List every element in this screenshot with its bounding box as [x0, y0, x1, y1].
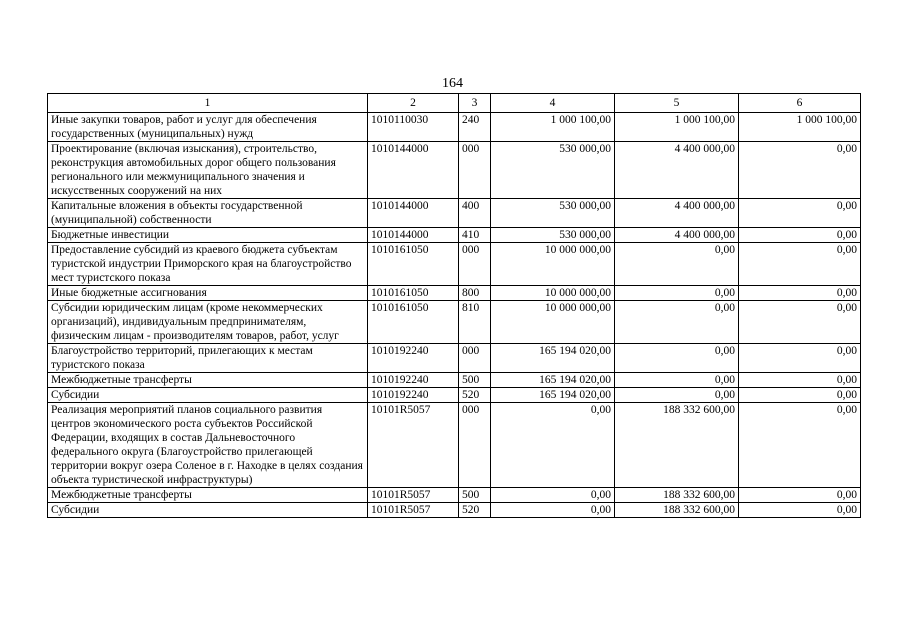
- table-row: [48, 199, 861, 228]
- row-amount-4: 165 194 020,00: [491, 388, 615, 403]
- table-row: [48, 228, 861, 243]
- row-amount-6: 0,00: [739, 503, 861, 518]
- row-amount-5: 4 400 000,00: [615, 199, 739, 228]
- row-amount-5: 4 400 000,00: [615, 228, 739, 243]
- row-amount-5: 188 332 600,00: [615, 403, 739, 488]
- row-amount-6: 0,00: [739, 199, 861, 228]
- row-amount-4: 10 000 000,00: [491, 286, 615, 301]
- column-header: 6: [739, 94, 861, 113]
- row-amount-4: 10 000 000,00: [491, 301, 615, 344]
- row-amount-6: 0,00: [739, 228, 861, 243]
- row-name: Субсидии: [48, 503, 368, 518]
- row-amount-5: 0,00: [615, 388, 739, 403]
- row-code: 10101R5057: [368, 503, 459, 518]
- table-row: [48, 344, 861, 373]
- table-row: [48, 388, 861, 403]
- row-name: Иные закупки товаров, работ и услуг для обеспечения государственных (муниципальных) нужд: [48, 113, 368, 142]
- row-name: Субсидии юридическим лицам (кроме некоммерческих организаций), индивидуальным предпринимателям, физическим лицам - производителям товаров, работ, услуг: [48, 301, 368, 344]
- row-amount-6: 0,00: [739, 373, 861, 388]
- row-expense-type: 000: [459, 403, 491, 488]
- row-expense-type: 000: [459, 142, 491, 199]
- row-amount-5: 188 332 600,00: [615, 503, 739, 518]
- row-amount-5: 0,00: [615, 344, 739, 373]
- row-code: 10101R5057: [368, 403, 459, 488]
- row-code: 1010161050: [368, 243, 459, 286]
- row-amount-4: 530 000,00: [491, 199, 615, 228]
- table-row: [48, 488, 861, 503]
- row-expense-type: 500: [459, 488, 491, 503]
- table-row: [48, 403, 861, 488]
- row-amount-5: 0,00: [615, 243, 739, 286]
- row-expense-type: 410: [459, 228, 491, 243]
- row-amount-6: 0,00: [739, 344, 861, 373]
- row-amount-4: 165 194 020,00: [491, 344, 615, 373]
- row-amount-6: 0,00: [739, 488, 861, 503]
- row-code: 1010192240: [368, 388, 459, 403]
- row-name: Реализация мероприятий планов социального развития центров экономического роста субъектов Российской Федерации, входящих в состав Дальневосточного федерального округа (Благоустройство прилегающей территории вокруг озера Соленое в г. Находке в целях создания объекта туристической инфраструктуры): [48, 403, 368, 488]
- row-amount-5: 0,00: [615, 301, 739, 344]
- row-amount-5: 0,00: [615, 373, 739, 388]
- row-expense-type: 810: [459, 301, 491, 344]
- row-expense-type: 000: [459, 344, 491, 373]
- column-header: 5: [615, 94, 739, 113]
- table-row: [48, 243, 861, 286]
- row-amount-4: 1 000 100,00: [491, 113, 615, 142]
- row-code: 1010110030: [368, 113, 459, 142]
- row-amount-6: 1 000 100,00: [739, 113, 861, 142]
- table-row: [48, 113, 861, 142]
- table-row: [48, 301, 861, 344]
- row-amount-5: 188 332 600,00: [615, 488, 739, 503]
- column-header: 4: [491, 94, 615, 113]
- row-amount-6: 0,00: [739, 286, 861, 301]
- budget-table: [47, 93, 861, 518]
- table-row: [48, 373, 861, 388]
- row-amount-6: 0,00: [739, 142, 861, 199]
- row-amount-6: 0,00: [739, 403, 861, 488]
- row-name: Проектирование (включая изыскания), строительство, реконструкция автомобильных дорог общего пользования регионального или межмуниципального значения и искусственных сооружений на них: [48, 142, 368, 199]
- row-expense-type: 500: [459, 373, 491, 388]
- column-header: 1: [48, 94, 368, 113]
- column-header: 3: [459, 94, 491, 113]
- row-amount-5: 4 400 000,00: [615, 142, 739, 199]
- row-name: Бюджетные инвестиции: [48, 228, 368, 243]
- row-name: Предоставление субсидий из краевого бюджета субъектам туристской индустрии Приморского края на благоустройство мест туристского показа: [48, 243, 368, 286]
- row-amount-4: 0,00: [491, 488, 615, 503]
- row-code: 1010192240: [368, 344, 459, 373]
- row-amount-4: 10 000 000,00: [491, 243, 615, 286]
- table-row: [48, 503, 861, 518]
- row-amount-5: 1 000 100,00: [615, 113, 739, 142]
- row-amount-4: 0,00: [491, 503, 615, 518]
- table-header-row: [48, 94, 861, 113]
- row-code: 1010144000: [368, 228, 459, 243]
- row-name: Межбюджетные трансферты: [48, 488, 368, 503]
- row-expense-type: 520: [459, 503, 491, 518]
- page-number: 164: [442, 76, 463, 91]
- row-name: Иные бюджетные ассигнования: [48, 286, 368, 301]
- row-code: 10101R5057: [368, 488, 459, 503]
- row-amount-6: 0,00: [739, 388, 861, 403]
- row-name: Благоустройство территорий, прилегающих к местам туристского показа: [48, 344, 368, 373]
- table-row: [48, 142, 861, 199]
- row-code: 1010144000: [368, 199, 459, 228]
- row-amount-6: 0,00: [739, 301, 861, 344]
- row-amount-6: 0,00: [739, 243, 861, 286]
- row-amount-4: 530 000,00: [491, 228, 615, 243]
- table-row: [48, 286, 861, 301]
- row-amount-4: 165 194 020,00: [491, 373, 615, 388]
- row-amount-5: 0,00: [615, 286, 739, 301]
- row-expense-type: 240: [459, 113, 491, 142]
- row-amount-4: 530 000,00: [491, 142, 615, 199]
- row-expense-type: 520: [459, 388, 491, 403]
- row-code: 1010144000: [368, 142, 459, 199]
- row-expense-type: 000: [459, 243, 491, 286]
- row-expense-type: 400: [459, 199, 491, 228]
- row-name: Капитальные вложения в объекты государственной (муниципальной) собственности: [48, 199, 368, 228]
- row-code: 1010161050: [368, 301, 459, 344]
- row-amount-4: 0,00: [491, 403, 615, 488]
- row-code: 1010192240: [368, 373, 459, 388]
- row-expense-type: 800: [459, 286, 491, 301]
- row-code: 1010161050: [368, 286, 459, 301]
- row-name: Субсидии: [48, 388, 368, 403]
- row-name: Межбюджетные трансферты: [48, 373, 368, 388]
- column-header: 2: [368, 94, 459, 113]
